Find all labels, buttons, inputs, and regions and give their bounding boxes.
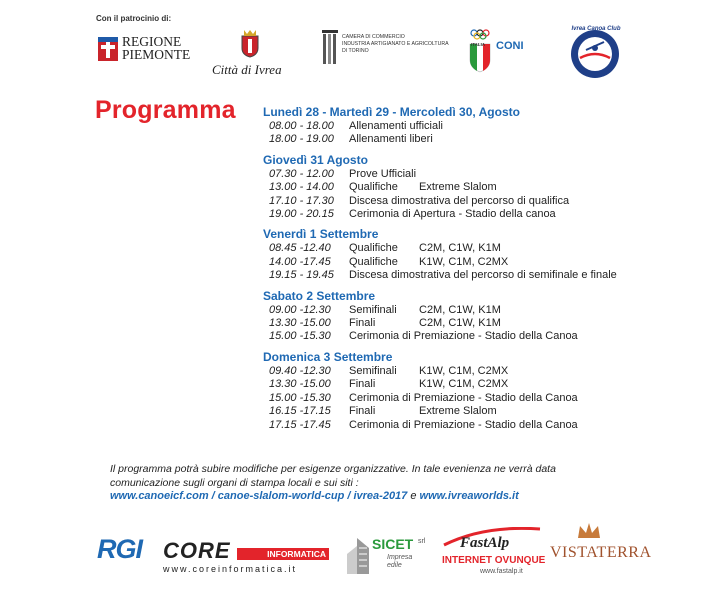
rgi-logo bbox=[97, 534, 157, 570]
day-heading: Venerdì 1 Settembre bbox=[263, 227, 379, 242]
event-time: 18.00 - 19.00 bbox=[269, 133, 334, 146]
regione-line1: REGIONE bbox=[122, 34, 182, 49]
coni-logo bbox=[468, 28, 538, 78]
website-links bbox=[110, 490, 519, 502]
sicet-text: SICET bbox=[372, 536, 414, 552]
event-time: 16.15 -17.15 bbox=[269, 405, 331, 418]
camera-line2: INDUSTRIA ARTIGIANATO E AGRICOLTURA bbox=[342, 41, 449, 47]
vistaterra-logo bbox=[550, 522, 652, 578]
event-time: 09.00 -12.30 bbox=[269, 303, 331, 316]
note-line1: Il programma potrà subire modifiche per esigenze organizzative. In tale evenienza ne verrà data bbox=[110, 463, 556, 475]
event-category: C2M, C1W, K1M bbox=[419, 317, 501, 330]
event-name: Semifinali bbox=[349, 364, 397, 377]
day-heading: Lunedì 28 - Martedì 29 - Mercoledì 30, Agosto bbox=[263, 105, 520, 119]
event-time: 17.10 - 17.30 bbox=[269, 194, 334, 207]
note-line2: comunicazione sugli organi di stampa locali e sui siti : bbox=[110, 476, 359, 489]
schedule-row bbox=[263, 195, 703, 208]
event-name: Finali bbox=[349, 317, 376, 330]
event-category: K1W, C1M, C2MX bbox=[419, 378, 509, 391]
event-name: Allenamenti ufficiali bbox=[349, 120, 443, 132]
event-name: Finali bbox=[349, 405, 376, 418]
event-time: 19.15 - 19.45 bbox=[269, 269, 334, 282]
event-name: Cerimonia di Apertura - Stadio della canoa bbox=[349, 208, 556, 221]
event-name: Cerimonia di Premiazione - Stadio della Canoa bbox=[349, 330, 578, 343]
schedule-row bbox=[263, 365, 703, 378]
coni-italia-text: ITALIA bbox=[471, 42, 486, 47]
fastalp-url: www.fastalp.it bbox=[480, 568, 523, 575]
event-name: Allenamenti liberi bbox=[349, 133, 433, 146]
core-url: www.coreinformatica.it bbox=[163, 564, 298, 574]
sicet-building-icon bbox=[345, 534, 371, 576]
fastalp-text: FastAlp bbox=[460, 535, 510, 551]
patronage-label: Con il patrocinio di: bbox=[96, 14, 172, 23]
link-connector: e bbox=[410, 490, 417, 502]
event-time: 19.00 - 20.15 bbox=[269, 208, 334, 221]
schedule-row bbox=[263, 378, 703, 391]
day-heading: Domenica 3 Settembre bbox=[263, 349, 393, 364]
event-name: Qualifiche bbox=[349, 242, 398, 255]
camera-commercio-logo bbox=[322, 30, 449, 70]
canoa-club-badge-icon bbox=[568, 26, 622, 80]
schedule-row bbox=[263, 256, 703, 269]
disclaimer-note bbox=[110, 463, 630, 490]
event-name: Semifinali bbox=[349, 303, 397, 316]
event-time: 17.15 -17.45 bbox=[269, 418, 331, 431]
club-text: Ivrea Canoa Club bbox=[571, 26, 621, 32]
camera-line1: CAMERA DI COMMERCIO bbox=[342, 34, 405, 40]
fastalp-logo bbox=[440, 527, 544, 579]
ivrea-crest-icon bbox=[238, 30, 262, 58]
event-name: Cerimonia di Premiazione - Stadio della Canoa bbox=[349, 391, 578, 404]
schedule-row bbox=[263, 405, 703, 418]
schedule-row bbox=[263, 208, 703, 221]
core-text: CORE bbox=[163, 538, 231, 563]
event-time: 13.30 -15.00 bbox=[269, 317, 331, 330]
vistaterra-crown-icon bbox=[576, 522, 602, 540]
day-heading: Sabato 2 Settembre bbox=[263, 288, 376, 303]
sicet-sub: Impresa edile bbox=[387, 554, 413, 569]
coni-rings-icon bbox=[468, 28, 492, 74]
piemonte-shield-icon bbox=[97, 36, 119, 62]
event-name: Discesa dimostrativa del percorso di semifinale e finale bbox=[349, 269, 617, 282]
link-canoeicf[interactable]: www.canoeicf.com / canoe-slalom-world-cup / ivrea-2017 bbox=[110, 490, 408, 502]
event-time: 07.30 - 12.00 bbox=[269, 167, 334, 180]
citta-text: Città di Ivrea bbox=[212, 62, 282, 77]
schedule-row bbox=[263, 304, 703, 317]
event-time: 08.00 - 18.00 bbox=[269, 120, 334, 132]
vistaterra-text: VISTATERRA bbox=[550, 544, 652, 561]
coni-text: CONI bbox=[496, 40, 524, 52]
event-name: Finali bbox=[349, 378, 376, 391]
event-category: Extreme Slalom bbox=[419, 405, 497, 418]
schedule-row bbox=[263, 317, 703, 330]
event-name: Cerimonia di Premiazione - Stadio della Canoa bbox=[349, 418, 578, 431]
sicet-logo bbox=[345, 532, 435, 578]
event-name: Discesa dimostrativa del percorso di qualifica bbox=[349, 194, 570, 207]
citta-ivrea-logo bbox=[212, 30, 292, 80]
event-time: 13.00 - 14.00 bbox=[269, 181, 334, 194]
event-time: 15.00 -15.30 bbox=[269, 391, 331, 404]
schedule-row bbox=[263, 133, 703, 146]
schedule-row bbox=[263, 330, 703, 343]
sicet-srl: srl bbox=[418, 538, 426, 545]
event-category: C2M, C1W, K1M bbox=[419, 303, 501, 316]
schedule-row bbox=[263, 269, 703, 282]
event-time: 08.45 -12.40 bbox=[269, 242, 331, 255]
schedule-row bbox=[263, 181, 703, 194]
schedule bbox=[263, 104, 703, 432]
rgi-text: RGI bbox=[97, 534, 143, 564]
fastalp-tagline: INTERNET OVUNQUE bbox=[442, 555, 546, 566]
schedule-row bbox=[263, 120, 703, 133]
event-category: Extreme Slalom bbox=[419, 181, 497, 194]
camera-line3: DI TORINO bbox=[342, 48, 369, 54]
regione-line2: PIEMONTE bbox=[122, 47, 191, 62]
event-name: Prove Ufficiali bbox=[349, 167, 417, 180]
regione-piemonte-logo bbox=[97, 34, 197, 66]
schedule-row bbox=[263, 242, 703, 255]
event-name: Qualifiche bbox=[349, 181, 398, 194]
link-ivreaworlds[interactable]: www.ivreaworlds.it bbox=[419, 490, 519, 502]
event-time: 13.30 -15.00 bbox=[269, 378, 331, 391]
event-name: Qualifiche bbox=[349, 255, 398, 268]
core-informatica-logo bbox=[163, 538, 331, 578]
schedule-row bbox=[263, 168, 703, 181]
schedule-row bbox=[263, 419, 703, 432]
event-category: K1W, C1M, C2MX bbox=[419, 364, 509, 377]
page-title: Programma bbox=[95, 96, 236, 124]
event-time: 09.40 -12.30 bbox=[269, 364, 331, 377]
event-category: K1W, C1M, C2MX bbox=[419, 255, 509, 268]
event-time: 15.00 -15.30 bbox=[269, 330, 331, 343]
camera-building-icon bbox=[322, 30, 338, 66]
schedule-row bbox=[263, 392, 703, 405]
event-time: 14.00 -17.45 bbox=[269, 255, 331, 268]
day-heading: Giovedì 31 Agosto bbox=[263, 152, 368, 167]
core-informatica-band: INFORMATICA bbox=[237, 548, 329, 560]
ivrea-canoa-club-logo bbox=[568, 26, 622, 80]
event-category: C2M, C1W, K1M bbox=[419, 242, 501, 255]
